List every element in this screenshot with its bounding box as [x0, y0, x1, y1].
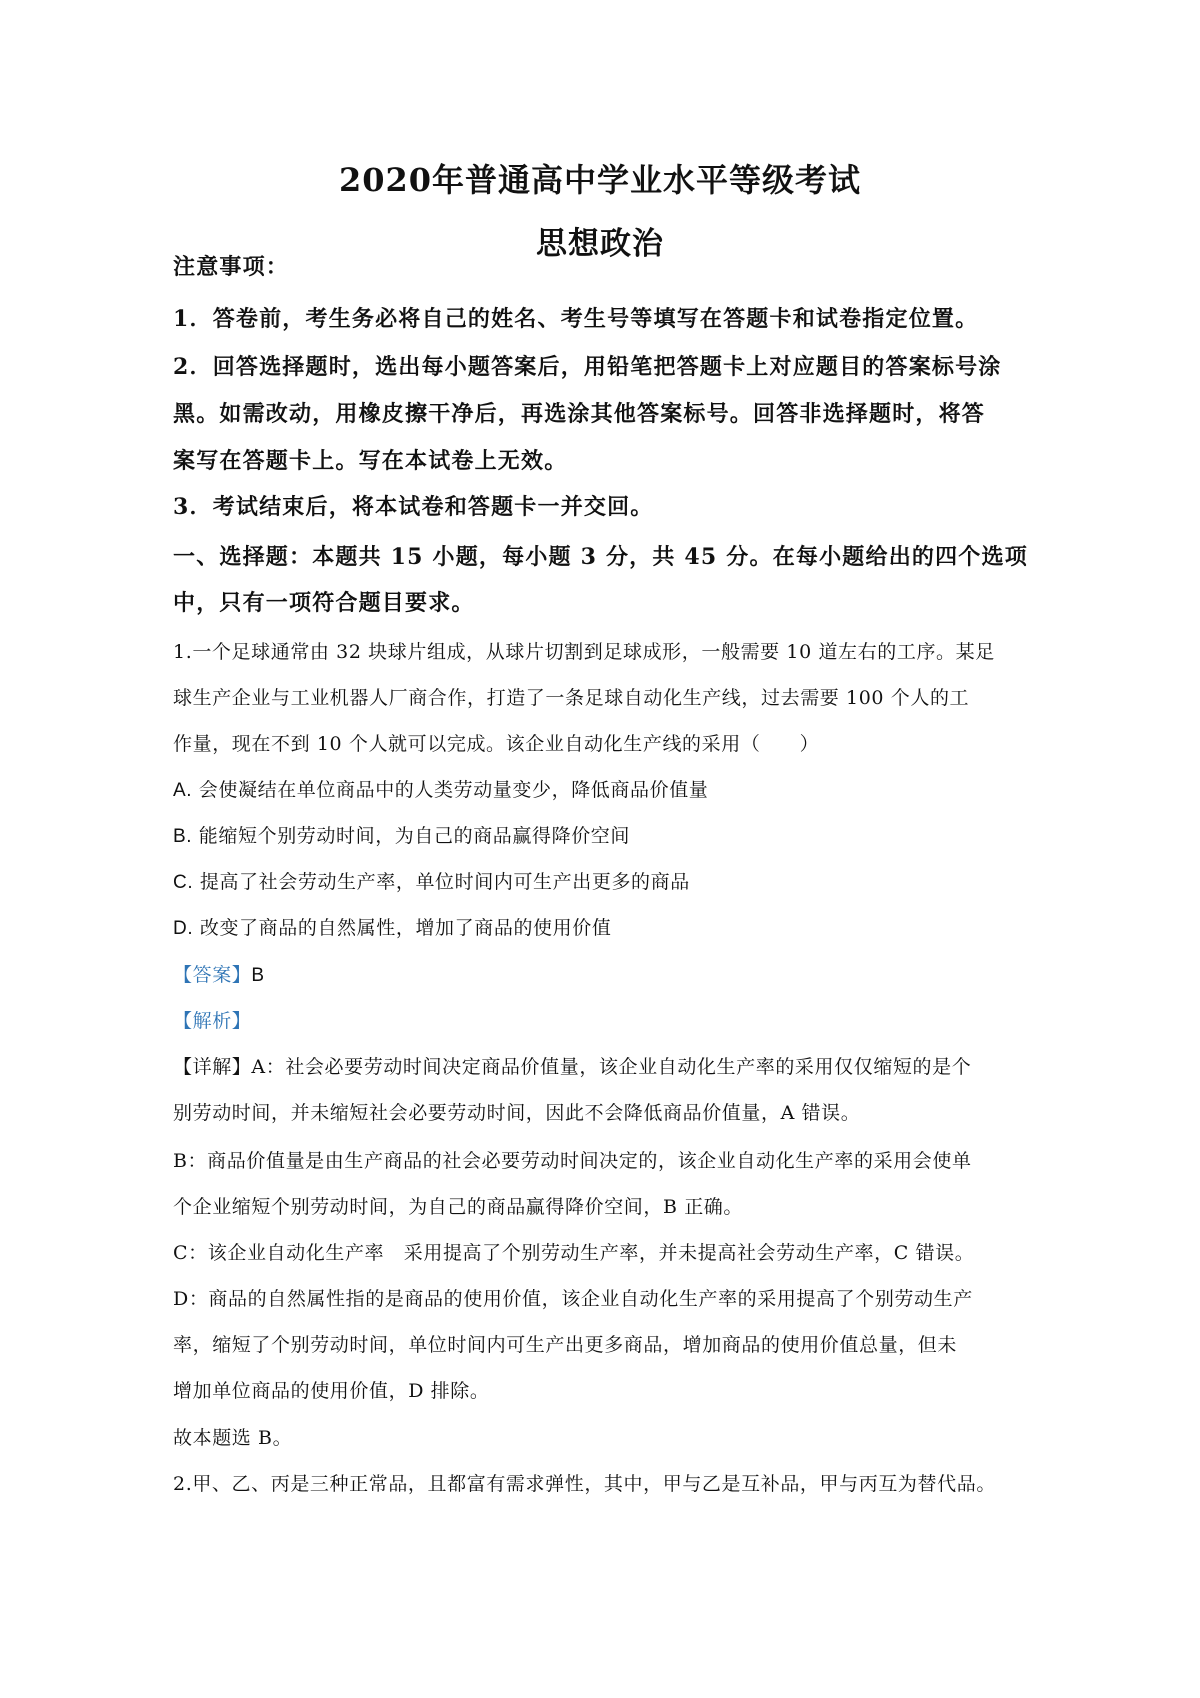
q1-stem-line-3: 作量，现在不到 10 个人就可以完成。该企业自动化生产线的采用（ ） — [173, 733, 820, 755]
q1-option-c-label: C. — [173, 872, 194, 893]
q1-stem-line-2: 球生产企业与工业机器人厂商合作，打造了一条足球自动化生产线，过去需要 100 个人的工 — [173, 687, 970, 709]
notice-item-1: 1．答卷前，考生务必将自己的姓名、考生号等填写在答题卡和试卷指定位置。 — [173, 306, 979, 332]
q1-conclusion: 故本题选 B。 — [173, 1427, 293, 1449]
q1-option-b-text: 能缩短个别劳动时间，为自己的商品赢得降价空间 — [198, 825, 630, 847]
q1-detail-line-6: D：商品的自然属性指的是商品的使用价值，该企业自动化生产率的采用提高了个别劳动生产 — [173, 1288, 973, 1310]
notice-heading: 注意事项： — [173, 254, 290, 280]
q1-option-d-text: 改变了商品的自然属性，增加了商品的使用价值 — [199, 917, 612, 939]
answer-value: B — [251, 965, 265, 986]
q1-option-b-label: B. — [173, 826, 193, 847]
q1-answer — [173, 960, 265, 987]
answer-tag: 【答案】 — [173, 964, 252, 986]
notice-item-2-line-1: 2．回答选择题时，选出每小题答案后，用铅笔把答题卡上对应题目的答案标号涂 — [173, 354, 1002, 380]
q1-option-a-label: A. — [173, 780, 193, 801]
q2-stem-line-1: 2.甲、乙、丙是三种正常品，且都富有需求弹性，其中，甲与乙是互补品，甲与丙互为替代品。 — [173, 1473, 996, 1495]
analysis-tag: 【解析】 — [173, 1010, 252, 1032]
q1-detail-line-1: 【详解】A：社会必要劳动时间决定商品价值量，该企业自动化生产率的采用仅仅缩短的是个 — [173, 1056, 972, 1078]
notice-item-2-line-2: 黑。如需改动，用橡皮擦干净后，再选涂其他答案标号。回答非选择题时，将答 — [173, 401, 986, 427]
q1-option-a-text: 会使凝结在单位商品中的人类劳动量变少，降低商品价值量 — [198, 779, 709, 801]
q1-option-a[interactable] — [173, 775, 708, 802]
q1-option-d[interactable] — [173, 913, 611, 940]
notice-item-2-line-3: 案写在答题卡上。写在本试卷上无效。 — [173, 448, 568, 474]
section-1-heading-line-1: 一、选择题：本题共 15 小题，每小题 3 分，共 45 分。在每小题给出的四个选项 — [173, 544, 1028, 570]
q1-detail-line-4: 个企业缩短个别劳动时间，为自己的商品赢得降价空间，B 正确。 — [173, 1196, 744, 1218]
q1-detail-line-2: 别劳动时间，并未缩短社会必要劳动时间，因此不会降低商品价值量，A 错误。 — [173, 1102, 861, 1124]
q1-option-c-text: 提高了社会劳动生产率，单位时间内可生产出更多的商品 — [199, 871, 690, 893]
q1-detail-line-5: C：该企业自动化生产率 采用提高了个别劳动生产率，并未提高社会劳动生产率，C 错误。 — [173, 1242, 975, 1264]
q1-option-c[interactable] — [173, 867, 690, 894]
exam-title: 2020年普通高中学业水平等级考试 — [338, 161, 862, 199]
notice-item-3: 3．考试结束后，将本试卷和答题卡一并交回。 — [173, 494, 654, 520]
section-1-heading-line-2: 中，只有一项符合题目要求。 — [173, 590, 475, 616]
q1-option-b[interactable] — [173, 821, 630, 848]
q1-detail-line-7: 率，缩短了个别劳动时间，单位时间内可生产出更多商品，增加商品的使用价值总量，但未 — [173, 1334, 958, 1356]
q1-detail-line-8: 增加单位商品的使用价值，D 排除。 — [173, 1380, 490, 1402]
q1-detail-line-3: B：商品价值量是由生产商品的社会必要劳动时间决定的，该企业自动化生产率的采用会使单 — [173, 1150, 972, 1172]
q1-stem-line-1: 1.一个足球通常由 32 块球片组成，从球片切割到足球成形，一般需要 10 道左右的工序。某足 — [173, 641, 995, 663]
q1-option-d-label: D. — [173, 918, 194, 939]
exam-subject: 思想政治 — [536, 226, 664, 262]
